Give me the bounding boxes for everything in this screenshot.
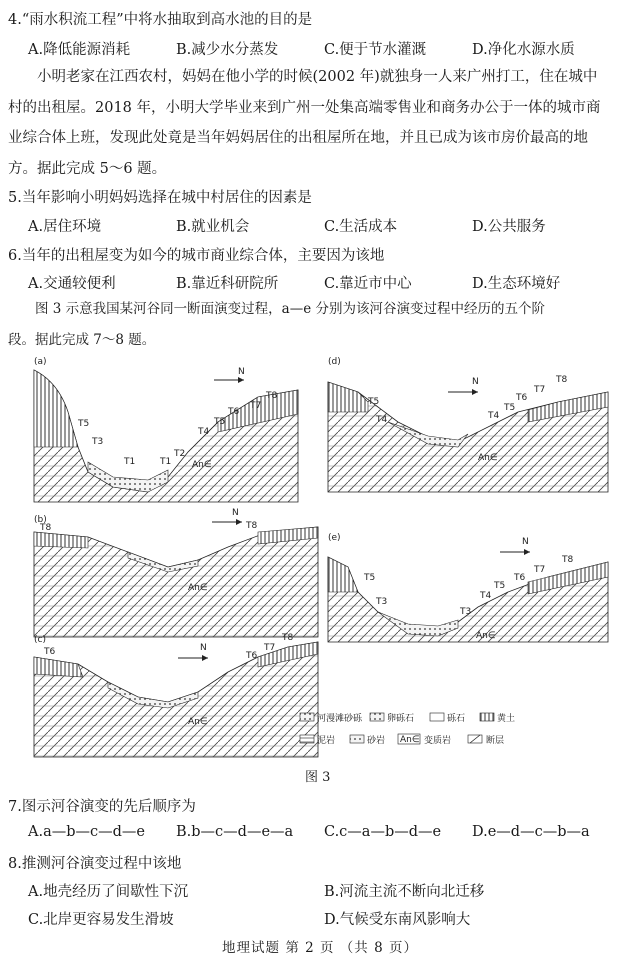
passage-river-valley <box>8 294 630 355</box>
q7-option-b: B.b—c—d—e—a <box>176 824 294 840</box>
figure-river-valley-sections <box>28 352 618 772</box>
panel-b-t8-right: T8 <box>246 521 258 531</box>
q4-option-d: D.净化水源水质 <box>472 42 575 58</box>
question-5-stem: 5.当年影响小明妈妈选择在城中村居住的因素是 <box>8 190 312 206</box>
panel-d-t4-right: T4 <box>488 411 500 421</box>
panel-a-t7: T7 <box>250 401 262 411</box>
legend-metamorphic: 变质岩 <box>424 736 452 746</box>
figure-svg <box>28 352 618 772</box>
question-6-stem: 6.当年的出租屋变为如今的城市商业综合体，主要因为该地 <box>8 248 385 264</box>
panel-e-t3-left: T3 <box>376 597 388 607</box>
panel-a <box>34 357 298 502</box>
panel-d-t5-right: T5 <box>504 403 516 413</box>
q7-option-d: D.e—d—c—b—a <box>472 824 590 840</box>
q4-option-c: C.便于节水灌溉 <box>324 42 427 58</box>
passage1-line-3: 业综合体上班，发现此处竟是当年妈妈居住的出租屋所在地，并且已成为该市房价最高的地 <box>8 130 588 146</box>
panel-e-t7: T7 <box>534 565 546 575</box>
panel-d-t5-left: T5 <box>368 397 380 407</box>
panel-d-t8: T8 <box>556 375 568 385</box>
panel-e-t3-right: T3 <box>460 607 472 617</box>
legend-sandstone: 砂岩 <box>367 736 386 746</box>
panel-a-t2: T2 <box>174 449 186 459</box>
q8-option-b: B.河流主流不断向北迁移 <box>324 884 485 900</box>
q8-option-a: A.地壳经历了间歇性下沉 <box>28 884 189 900</box>
panel-c-north: N <box>200 643 207 653</box>
q6-option-c: C.靠近市中心 <box>324 276 412 292</box>
passage1-line-1: 小明老家在江西农村，妈妈在他小学的时候(2002 年)就独身一人来广州打工，住在城中 <box>37 69 598 85</box>
panel-e-rock: An∈ <box>476 631 496 641</box>
legend-floodplain-gravel: 河漫滩砂砾 <box>317 714 363 724</box>
q6-option-b: B.靠近科研院所 <box>176 276 279 292</box>
passage2-line-1: 图 3 示意我国某河谷同一断面演变过程，a—e 分别为该河谷演变过程中经历的五个阶 <box>35 301 545 317</box>
panel-d-north: N <box>472 377 479 387</box>
panel-d-t7: T7 <box>534 385 546 395</box>
panel-e-t4: T4 <box>480 591 492 601</box>
q8-option-d: D.气候受东南风影响大 <box>324 912 471 928</box>
panel-c-rock: An∈ <box>188 717 208 727</box>
passage2-line-2: 段。据此完成 7～8 题。 <box>8 331 156 348</box>
panel-a-t5-left: T5 <box>78 419 90 429</box>
passage1-line-4: 方。据此完成 5～6 题。 <box>8 160 167 177</box>
q5-option-a: A.居住环境 <box>28 219 102 235</box>
panel-d-t6: T6 <box>516 393 528 403</box>
panel-c-t7: T7 <box>264 643 276 653</box>
figure-caption: 图 3 <box>305 770 331 785</box>
panel-d-t4-left: T4 <box>376 415 388 425</box>
legend-an-symbol: An∈ <box>400 735 420 745</box>
panel-b-t8-left: T8 <box>40 523 52 533</box>
panel-c-t6-right: T6 <box>246 651 258 661</box>
panel-c-label: (c) <box>34 635 46 645</box>
panel-c <box>34 633 318 757</box>
panel-e-label: (e) <box>328 533 341 543</box>
panel-d-rock: An∈ <box>478 453 498 463</box>
legend-pebble: 卵砾石 <box>387 714 415 724</box>
q8-option-c: C.北岸更容易发生滑坡 <box>28 912 174 928</box>
panel-a-t3: T3 <box>92 437 104 447</box>
panel-b <box>34 508 318 637</box>
question-7-stem: 7.图示河谷演变的先后顺序为 <box>8 799 196 815</box>
panel-c-t6-left: T6 <box>44 647 56 657</box>
panel-e-t5-right: T5 <box>494 581 506 591</box>
panel-b-rock: An∈ <box>188 583 208 593</box>
legend-gravel: 砾石 <box>447 714 466 724</box>
panel-d-label: (d) <box>328 357 341 367</box>
panel-b-north: N <box>232 508 239 518</box>
q5-option-d: D.公共服务 <box>472 219 546 235</box>
panel-a-t1-left: T1 <box>124 457 136 467</box>
page-footer: 地理试题 第 2 页 （共 8 页） <box>222 940 418 956</box>
q4-option-b: B.减少水分蒸发 <box>176 42 279 58</box>
panel-a-t5-right: T5 <box>214 417 226 427</box>
panel-d <box>328 357 608 492</box>
passage-city-village <box>8 62 630 184</box>
panel-e-t6: T6 <box>514 573 526 583</box>
question-8-stem: 8.推测河谷演变过程中该地 <box>8 856 182 872</box>
q7-option-a: A.a—b—c—d—e <box>28 824 145 840</box>
q4-option-a: A.降低能源消耗 <box>28 42 131 58</box>
panel-c-t8: T8 <box>282 633 294 643</box>
panel-a-t1-right: T1 <box>160 457 172 467</box>
q5-option-b: B.就业机会 <box>176 219 250 235</box>
panel-a-t4: T4 <box>198 427 210 437</box>
figure-legend <box>300 712 515 746</box>
q5-option-c: C.生活成本 <box>324 219 398 235</box>
passage1-line-2: 村的出租屋。2018 年，小明大学毕业来到广州一处集高端零售业和商务办公于一体的城市商 <box>8 99 601 116</box>
q6-option-a: A.交通较便利 <box>28 276 116 292</box>
q7-option-c: C.c—a—b—d—e <box>324 824 442 840</box>
panel-a-rock: An∈ <box>192 460 212 470</box>
legend-mudstone: 泥岩 <box>317 736 336 746</box>
panel-a-label: (a) <box>34 357 47 367</box>
panel-e-t8: T8 <box>562 555 574 565</box>
legend-fault: 断层 <box>486 736 505 746</box>
panel-b-label: (b) <box>34 515 47 525</box>
panel-a-t6: T6 <box>228 407 240 417</box>
legend-loess: 黄土 <box>497 714 516 724</box>
panel-e <box>328 533 608 642</box>
panel-e-north: N <box>522 537 529 547</box>
panel-e-t5-left: T5 <box>364 573 376 583</box>
panel-a-north: N <box>238 367 245 377</box>
panel-a-t8: T8 <box>266 391 278 401</box>
question-4-stem: 4.“雨水积流工程”中将水抽取到高水池的目的是 <box>8 12 313 28</box>
q6-option-d: D.生态环境好 <box>472 276 561 292</box>
